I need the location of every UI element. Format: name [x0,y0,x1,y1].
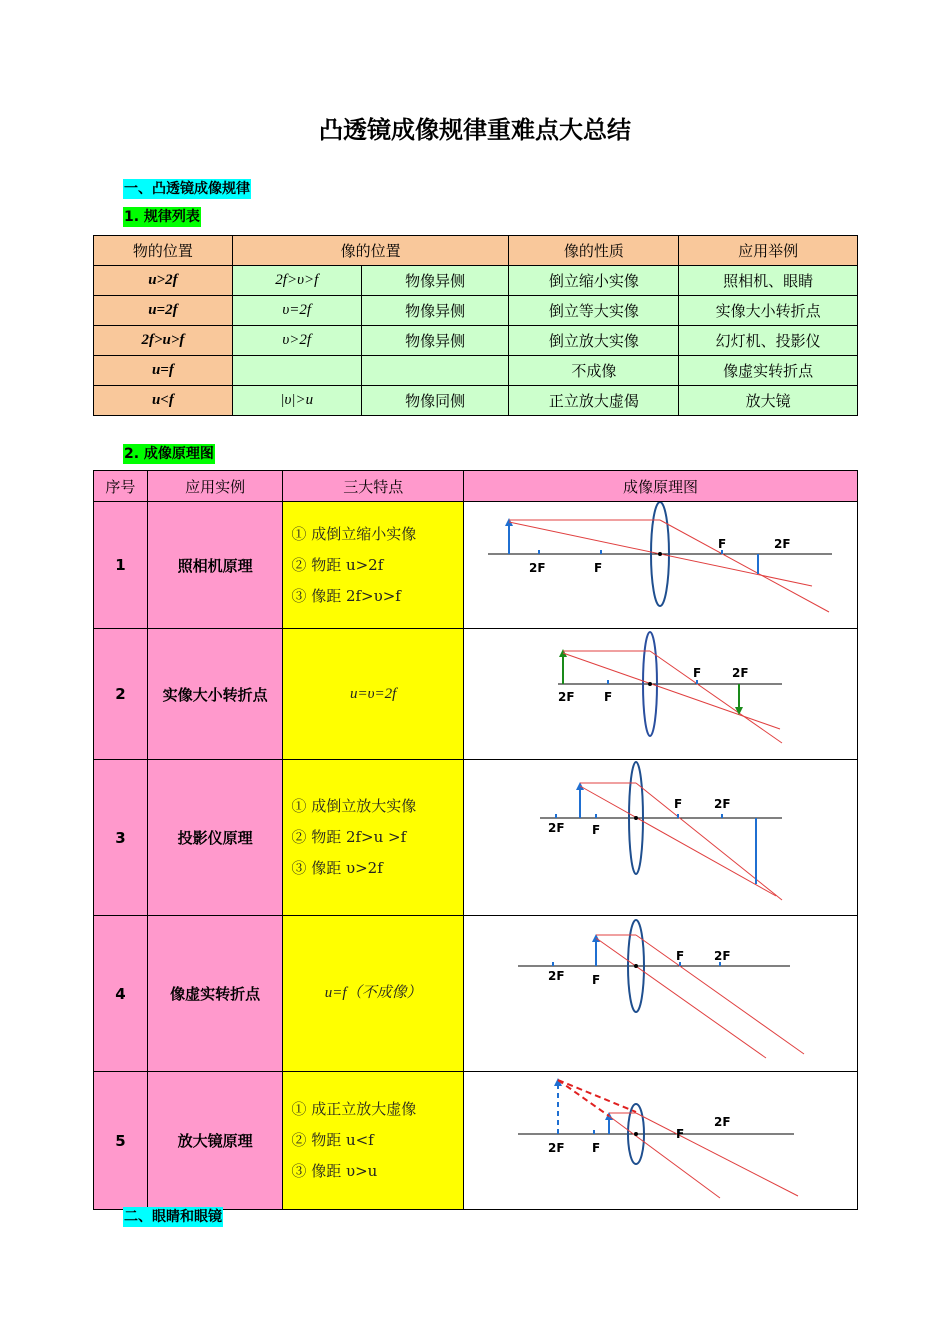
label-f-right: F [676,1127,685,1141]
row-example: 照相机原理 [147,502,283,629]
table-row [94,760,858,916]
header-number: 序号 [94,471,148,502]
application: 放大镜 [679,386,858,416]
image-position: υ>2f [232,326,361,356]
table-row [94,916,858,1072]
focal-point-diagram [463,916,857,1072]
magnifier-diagram [463,1072,857,1210]
focal-point-ray-diagram [464,916,856,1067]
label-f-left: F [592,823,601,837]
feature-line: ① 成正立放大虚像 [291,1100,417,1118]
feature-line: ① 成倒立放大实像 [291,797,417,815]
table-row [94,266,858,296]
image-nature: 不成像 [509,356,679,386]
row-number: 3 [94,760,148,916]
table-row [94,356,858,386]
row-example: 像虚实转折点 [147,916,283,1072]
label-f-left: F [592,1141,601,1155]
object-position: u<f [94,386,233,416]
image-side: 物像同侧 [361,386,509,416]
label-2f-left: 2F [548,821,566,835]
feature-line: ① 成倒立缩小实像 [291,524,417,543]
object-position: 2f>u>f [94,326,233,356]
feature-line: ③ 像距 2f>υ>f [291,586,401,605]
label-2f-right: 2F [774,537,792,551]
application: 实像大小转折点 [679,296,858,326]
subheading-diagrams: 2. 成像原理图 [124,446,214,462]
feature-line: u=f（不成像） [324,985,422,1001]
application: 像虚实转折点 [679,356,858,386]
header-image-nature: 像的性质 [509,236,679,266]
row-example: 放大镜原理 [147,1072,283,1210]
feature-line: ② 物距 u>2f [291,555,384,574]
diagram-table [93,470,858,1210]
label-2f-left: 2F [548,1141,566,1155]
image-side: 物像异侧 [361,326,509,356]
label-f-left: F [604,690,613,704]
magnifier-ray-diagram [464,1072,856,1205]
feature-line: ③ 像距 υ>u [291,1162,378,1180]
projector-ray-diagram [464,760,856,911]
image-nature: 倒立缩小实像 [509,266,679,296]
section-heading-2: 二、眼睛和眼镜 [124,1209,222,1225]
label-2f-right: 2F [732,666,750,680]
header-diagram: 成像原理图 [463,471,857,502]
application: 照相机、眼睛 [679,266,858,296]
image-position: 2f>υ>f [232,266,361,296]
table-row [94,1072,858,1210]
header-example: 应用实例 [147,471,283,502]
table-row [94,296,858,326]
equal-size-ray-diagram [464,629,856,755]
feature-line: u=υ=2f [350,685,397,702]
section-heading-1: 一、凸透镜成像规律 [124,181,250,197]
header-features: 三大特点 [283,471,464,502]
header-application: 应用举例 [679,236,858,266]
feature-line: ② 物距 2f>u >f [291,828,407,846]
label-f-right: F [676,949,685,963]
table-row [94,502,858,629]
row-example: 实像大小转折点 [147,629,283,760]
application: 幻灯机、投影仪 [679,326,858,356]
label-2f-right: 2F [714,949,732,963]
object-position: u=2f [94,296,233,326]
label-2f-left: 2F [529,561,547,575]
label-2f-left: 2F [558,690,576,704]
label-2f-left: 2F [548,969,566,983]
image-side: 物像异侧 [361,296,509,326]
row-example: 投影仪原理 [147,760,283,916]
label-f-right: F [693,666,702,680]
label-2f-right: 2F [714,797,732,811]
label-f-left: F [592,973,601,987]
label-f-right: F [718,537,727,551]
feature-line: ② 物距 u<f [291,1131,374,1149]
rule-table [93,235,858,416]
projector-diagram [463,760,857,916]
image-side [361,356,509,386]
image-side: 物像异侧 [361,266,509,296]
object-position: u>2f [94,266,233,296]
label-f-left: F [594,561,603,575]
table-row [94,326,858,356]
header-object-position: 物的位置 [94,236,233,266]
row-features [283,1072,464,1210]
row-features [283,629,464,760]
row-number: 5 [94,1072,148,1210]
row-features [283,760,464,916]
image-nature: 倒立等大实像 [509,296,679,326]
header-image-position: 像的位置 [232,236,509,266]
row-number: 4 [94,916,148,1072]
table-row [94,629,858,760]
page-title: 凸透镜成像规律重难点大总结 [319,116,631,144]
row-number: 2 [94,629,148,760]
feature-line: ③ 像距 υ>2f [291,859,383,877]
row-features [283,502,464,629]
image-nature: 正立放大虚偈 [509,386,679,416]
label-2f-right: 2F [714,1115,732,1129]
object-position: u=f [94,356,233,386]
table-row [94,386,858,416]
camera-diagram [463,502,857,629]
camera-ray-diagram [464,502,856,624]
subheading-rule-table: 1. 规律列表 [124,209,200,225]
row-features [283,916,464,1072]
label-f-right: F [674,797,683,811]
equal-size-diagram [463,629,857,760]
image-nature: 倒立放大实像 [509,326,679,356]
row-number: 1 [94,502,148,629]
image-position: |υ|>u [232,386,361,416]
image-position [232,356,361,386]
image-position: υ=2f [232,296,361,326]
